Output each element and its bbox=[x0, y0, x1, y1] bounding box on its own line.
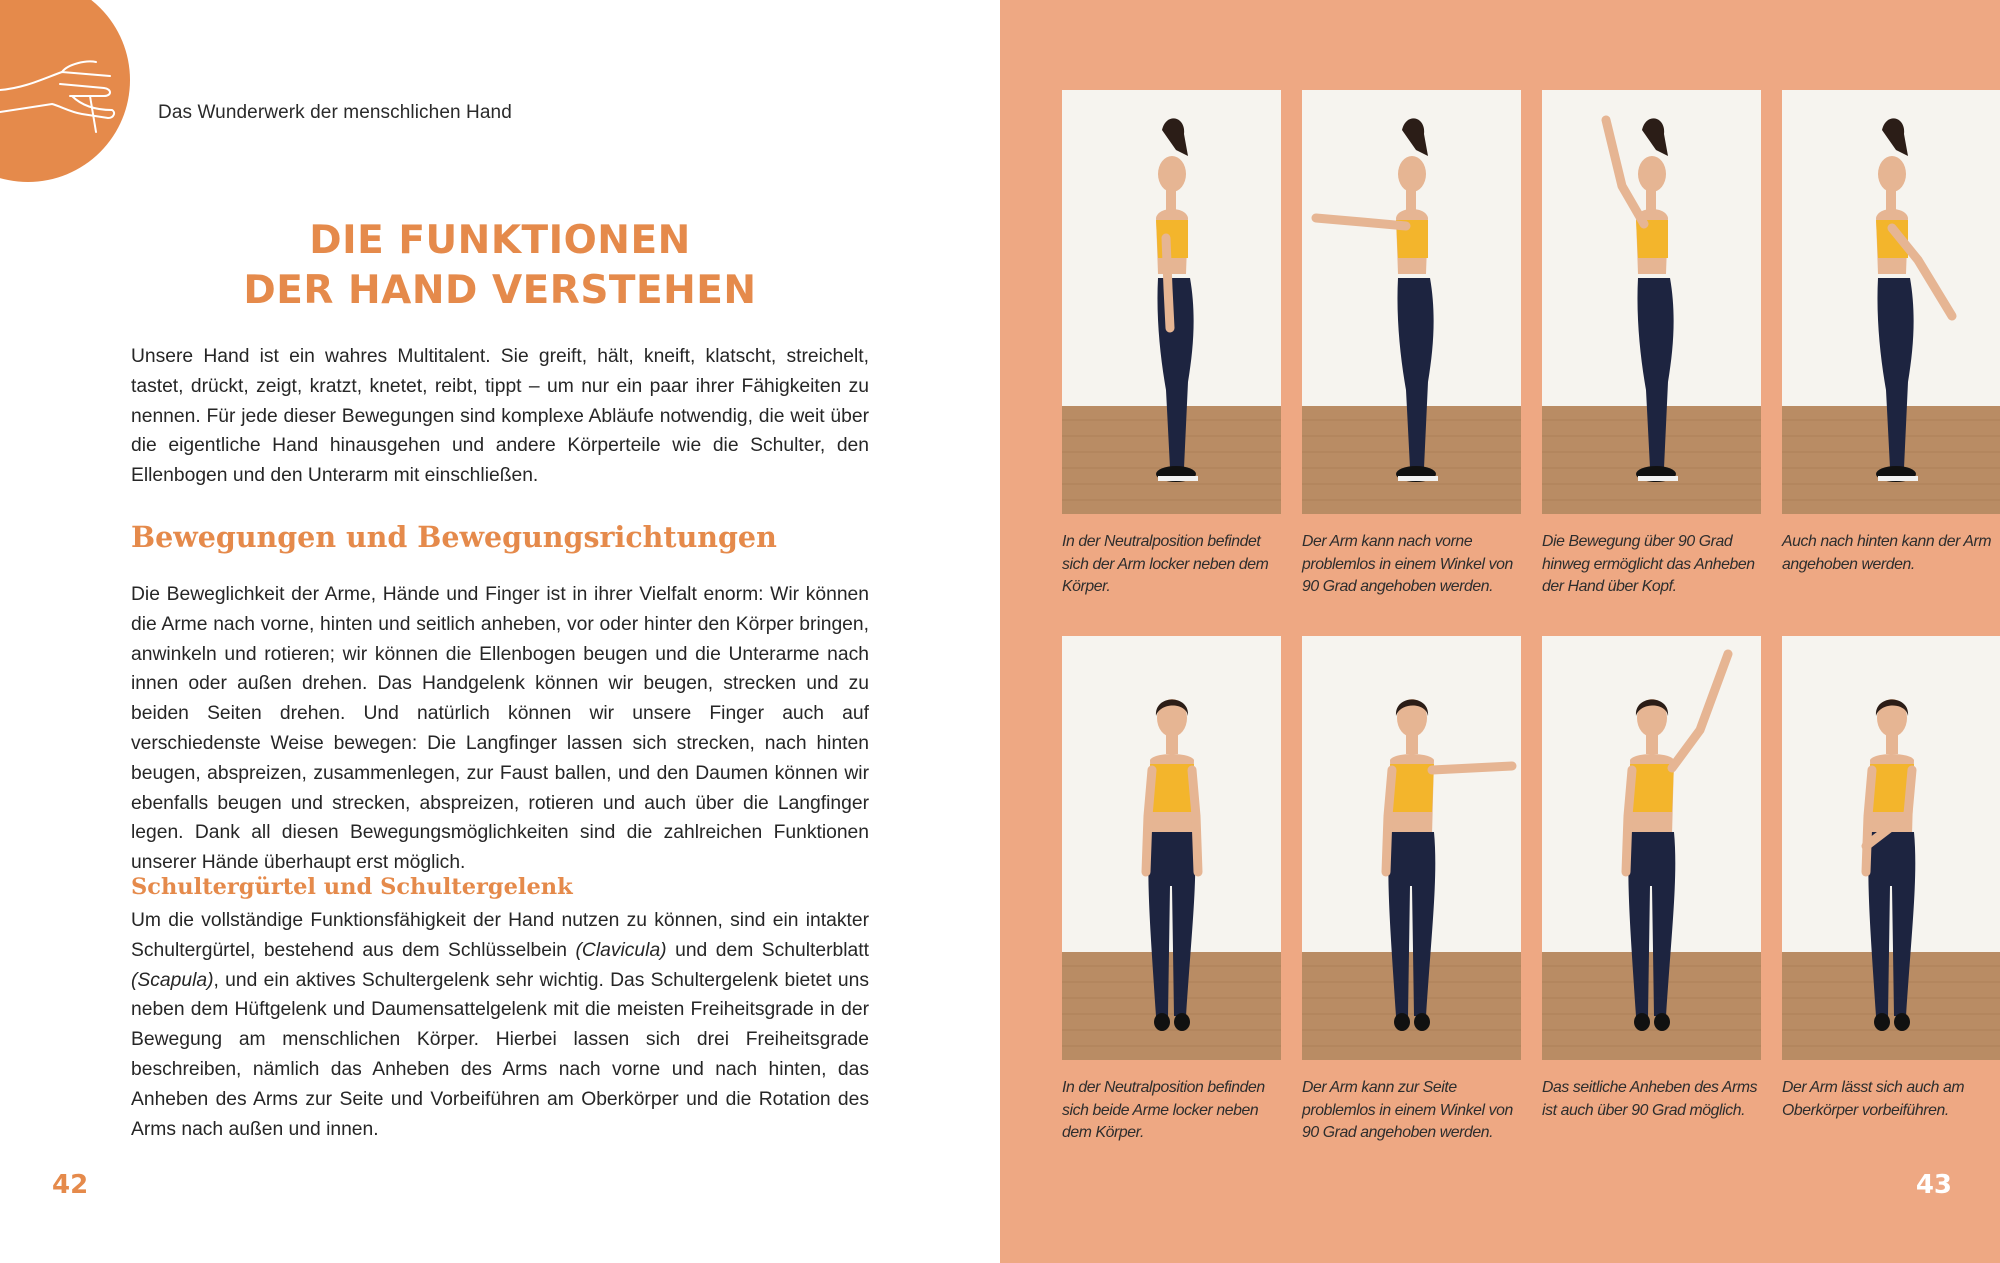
term-scapula: (Scapula) bbox=[131, 969, 214, 991]
photo-illustration bbox=[1542, 636, 1761, 1060]
movement-paragraph: Die Beweglichkeit der Arme, Hände und Finger ist in ihrer Vielfalt enorm: Wir können die Arme nach vorne, hinten und seitlich anheben, vor oder hinter den Körper bringen, anwinkeln und rotieren; wir können die Ellenbogen beugen und die Unterarme nach innen oder außen drehen. Das Handgelenk können wir beugen, strecken und zu beiden Seiten drehen. Und natürlich können wir unsere Finger auch auf verschiedenste Weise bewegen: Die Langfinger lassen sich strecken, nach hinten beugen, abspreizen, zusammenlegen, zur Faust ballen, und den Daumen können wir ebenfalls beugen und strecken, abspreizen, rotieren und auch über die Langfinger legen. Dank all diesen Bewegungsmöglichkeiten sind die zahlreichen Funktionen unserer Hände überhaupt erst möglich. bbox=[131, 584, 869, 874]
section-heading: Bewegungen und Bewegungsrichtungen bbox=[131, 520, 777, 554]
photo-illustration bbox=[1062, 636, 1281, 1060]
page-number-left: 42 bbox=[52, 1170, 89, 1200]
term-clavicula: (Clavicula) bbox=[575, 939, 667, 961]
photo-illustration bbox=[1302, 90, 1521, 514]
shoulder-text-part-2: und dem Schulterblatt bbox=[666, 939, 869, 961]
running-header: Das Wunderwerk der menschlichen Hand bbox=[158, 102, 512, 123]
chapter-title bbox=[130, 216, 870, 316]
photo-front-arm-side bbox=[1302, 636, 1521, 1060]
caption-front-arm-across: Der Arm lässt sich auch am Oberkörper vorbeiführen. bbox=[1782, 1079, 1965, 1119]
intro-paragraph: Unsere Hand ist ein wahres Multitalent. Sie greift, hält, kneift, klatscht, streichelt, tastet, drückt, zeigt, kratzt, knetet, reibt, tippt – um nur ein paar ihrer Fähigkeiten zu nennen. Für jede dieser Bewegungen sind komplexe Abläufe notwendig, die weit über die eigentliche Hand hinausgehen und andere Körperteile wie die Schulter, den Ellenbogen und den Unterarm mit einschließen. bbox=[131, 346, 869, 487]
caption-front-arm-side: Der Arm kann zur Seite problemlos in einem Winkel von 90 Grad angehoben werden. bbox=[1302, 1079, 1513, 1141]
photo-side-neutral bbox=[1062, 90, 1281, 514]
photo-illustration bbox=[1302, 636, 1521, 1060]
photo-illustration bbox=[1782, 90, 2000, 514]
photo-front-arm-across bbox=[1782, 636, 2000, 1060]
photo-front-arm-side-up bbox=[1542, 636, 1761, 1060]
caption-front-neutral: In der Neutralposition befinden sich beide Arme locker neben dem Körper. bbox=[1062, 1079, 1265, 1141]
photo-illustration bbox=[1782, 636, 2000, 1060]
shoulder-paragraph bbox=[131, 906, 869, 1144]
photo-illustration bbox=[1062, 90, 1281, 514]
caption-side-arm-backward: Auch nach hinten kann der Arm angehoben werden. bbox=[1782, 533, 1992, 573]
caption-side-arm-forward: Der Arm kann nach vorne problemlos in einem Winkel von 90 Grad angehoben werden. bbox=[1302, 533, 1513, 595]
photo-front-neutral bbox=[1062, 636, 1281, 1060]
caption-front-arm-side-up: Das seitliche Anheben des Arms ist auch über 90 Grad möglich. bbox=[1542, 1079, 1758, 1119]
shoulder-text-part-3: , und ein aktives Schultergelenk sehr wichtig. Das Schultergelenk bietet uns neben dem Hüftgelenk und Daumensattelgelenk mit die meisten Freiheitsgrade in der Bewegung am menschlichen Körper. Hierbei lassen sich drei Freiheitsgrade beschreiben, nämlich das Anheben des Arms nach vorne und nach hinten, das Anheben des Arms zur Seite und Vorbeiführen am Oberkörper und die Rotation des Arms nach außen und innen. bbox=[131, 969, 869, 1140]
chapter-title-line-2: DER HAND VERSTEHEN bbox=[243, 268, 757, 313]
photo-side-arm-backward bbox=[1782, 90, 2000, 514]
caption-side-arm-overhead: Die Bewegung über 90 Grad hinweg ermöglicht das Anheben der Hand über Kopf. bbox=[1542, 533, 1755, 595]
photo-illustration bbox=[1542, 90, 1761, 514]
photo-side-arm-forward bbox=[1302, 90, 1521, 514]
page-number-right: 43 bbox=[1915, 1170, 1952, 1200]
photo-side-arm-overhead bbox=[1542, 90, 1761, 514]
caption-side-neutral: In der Neutralposition befindet sich der Arm locker neben dem Körper. bbox=[1062, 533, 1269, 595]
shoulder-text-part-1: Um die vollständige Funktionsfähigkeit der Hand nutzen zu können, sind ein intakter Schultergürtel, bestehend aus dem Schlüsselbein bbox=[131, 910, 869, 961]
subsection-heading: Schultergürtel und Schultergelenk bbox=[131, 874, 573, 900]
right-page bbox=[1000, 0, 2000, 1263]
chapter-title-line-1: DIE FUNKTIONEN bbox=[309, 218, 691, 263]
hand-circle-decoration bbox=[0, 0, 140, 200]
